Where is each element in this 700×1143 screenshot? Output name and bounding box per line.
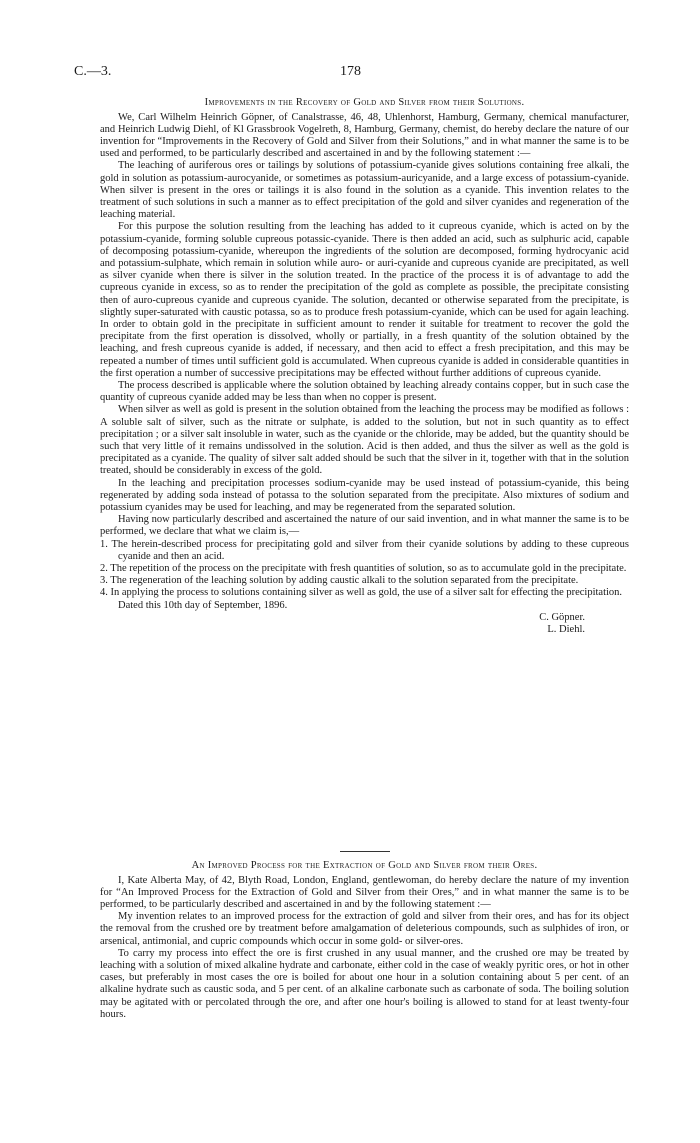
section-gold-silver-solutions [100,97,629,637]
paragraph: My invention relates to an improved process for the extraction of gold and silver from their ores, and has for its object the removal from the crushed ore by treatment before amalgamation of deleterious compounds, such as sulphides of iron, or arsenical, antimonial, and cupric compounds which occur in some gold- or silver-ores. [100,911,629,947]
section-title: Improvements in the Recovery of Gold and Silver from their Solutions. [204,97,525,108]
claim: 1. The herein-described process for precipitating gold and silver from their cyanide solutions by adding to these cupreous cyanide and then an acid. [100,538,629,562]
claim: 3. The regeneration of the leaching solution by adding caustic alkali to the solution separated from the precipitate. [100,575,579,587]
paragraph: When silver as well as gold is present in the solution obtained from the leaching the process may be modified as follows : A soluble salt of silver, such as the nitrate or sulphate, is added to the solution, but not in such quantity as to effect precipitation ; or a silver salt insoluble in water, such as the cyanide or the chloride, may be added, but the quantity should be such that very little of it remains undissolved in the solution. Acid is then added, and thus the silver as well as the gold is precipitated as a cyanide. The quality of silver salt added should be such that the silver in it, together with that in the solution treated, should be considerably in excess of the gold. [100,404,629,477]
paragraph: I, Kate Alberta May, of 42, Blyth Road, London, England, gentlewoman, do hereby declare the nature of my invention for “An Improved Process for the Extraction of Gold and Silver from their Ores,” and in what manner the same is to be performed, to be particularly described and ascertained in and by the following statement :— [100,874,629,910]
paragraph: The leaching of auriferous ores or tailings by solutions of potassium-cyanide gives solutions containing free alkali, the gold in solution as potassium-aurocyanide, or sometimes as potassium-auricyanide, and a large excess of potassium-cyanide. When silver is present in the ores or tailings it is also found in the solution as a cyanide. This invention relates to the treatment of such solutions in such a manner as to effect precipitation of the gold and silver cyanides and regeneration of the leaching material. [100,160,629,221]
signature-block [100,612,629,637]
section-divider [340,851,390,852]
claim: 2. The repetition of the process on the precipitate with fresh quantities of solution, so as to accumulate gold in the precipitate. [100,563,627,575]
document-reference: C.—3. [74,64,112,79]
paragraph: To carry my process into effect the ore is first crushed in any usual manner, and the crushed ore may be treated by leaching with a solution of mixed alkaline hydrate and carbonate, either cold in the case of weakly pyritic ores, or hot in other cases, but preferably in most cases the ore is boiled for about one hour in a solution containing about 5 per cent. of an alkaline hydrate such as caustic soda, and 5 per cent. of an alkaline carbonate such as carbonate of soda. The boiling solution may be agitated with or percolated through the ore, and after one hour's boiling is allowed to stand for at least twenty-four hours. [100,947,629,1020]
paragraph: For this purpose the solution resulting from the leaching has added to it cupreous cyanide, which is acted on by the potassium-cyanide, forming soluble cupreous potassic-cyanide. There is then added an acid, such as sulphuric acid, capable of decomposing potassium-cyanide, whereupon the ingredients of the solution are decomposed, forming hydrocyanic acid and potassium-sulphate, which remain in solution while auro- or auri-cyanide and cupreous cyanide are precipitated, as well as silver cyanide when there is silver in the solution treated. In the practice of the process it is of advantage to add the cupreous cyanide in excess, so as to render the precipitation of the gold as complete as possible, the precipitate consisting then of auro-cupreous cyanide and cupreous cyanide. The solution, decanted or otherwise separated from the precipitate, is slightly super-saturated with caustic potassa, so as to produce fresh potassium-cyanide, which can be used for again leaching. In order to obtain gold in the precipitate in sufficient amount to render it suitable for treatment to recover the gold the precipitate from the first operation is dissolved, wholly or partially, in a fresh quantity of the solution obtained by the leaching, and fresh cupreous cyanide is added, if necessary, and then acid to effect a fresh precipitation, and this may be repeated a number of times until sufficient gold is accumulated. When cupreous cyanide is added in considerable quantities in the first operation a number of successive precipitations may be effected without further additions of cupreous cyanide. [100,221,629,379]
paragraph: Having now particularly described and ascertained the nature of our said invention, and in what manner the same is to be performed, we declare that what we claim is,— [100,514,629,538]
paragraph: The process described is applicable where the solution obtained by leaching already contains copper, but in such case the quantity of cupreous cyanide added may be less than when no copper is present. [100,379,629,404]
section-title: An Improved Process for the Extraction of Gold and Silver from their Ores. [191,860,538,871]
signature: C. Göpner. [539,611,585,623]
paragraph: In the leaching and precipitation processes sodium-cyanide may be used instead of potassium-cyanide, this being regenerated by adding soda instead of potassa to the solution separated from the precipitate. Also mixtures of sodium and potassium cyanides may be used for leaching, and may be regenerated from the separated solution. [100,477,629,513]
page-number: 178 [340,64,361,79]
claim: 4. In applying the process to solutions containing silver as well as gold, the use of a silver salt for effecting the precipitation. [100,587,623,599]
paragraph: We, Carl Wilhelm Heinrich Göpner, of Canalstrasse, 46, 48, Uhlenhorst, Hamburg, Germany, chemical manufacturer, and Heinrich Ludwig Diehl, of Kl Grassbrook Vogelreth, 8, Hamburg, Germany, chemist, do hereby declare the nature of our invention for “Improvements in the Recovery of Gold and Silver from their Solutions,” and in what manner the same is to be used and performed, to be particularly described and ascertained in and by the following statement :— [100,111,629,160]
page-header [0,66,700,82]
section-gold-silver-ores [100,841,629,1021]
date-line: Dated this 10th day of September, 1896. [118,599,288,611]
signature: L. Diehl. [547,624,585,636]
